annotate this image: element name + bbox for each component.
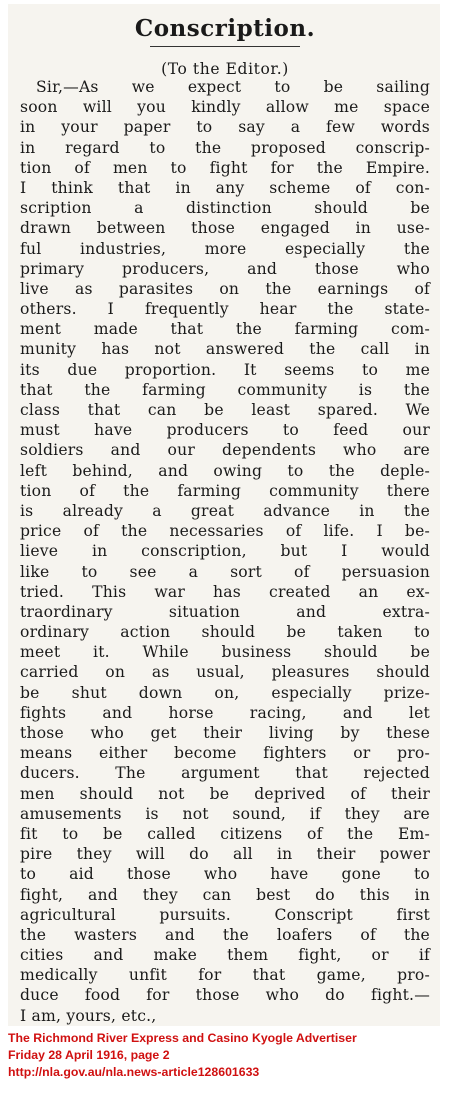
article-line: carried on as usual, pleasures should <box>20 663 430 682</box>
article-line: in your paper to say a few words <box>20 118 430 137</box>
article-line: class that can be least spared. We <box>20 401 430 419</box>
article-line: its due proportion. It seems to me <box>20 360 430 379</box>
article-line: those who get their living by these <box>20 724 430 742</box>
article-line: be shut down on, especially prize- <box>20 683 430 702</box>
article-body <box>20 77 430 1026</box>
article-line: drawn between those engaged in use- <box>20 219 430 238</box>
article-title: Conscription. <box>134 15 316 42</box>
editor-salutation: (To the Editor.) <box>161 60 289 78</box>
article-line: tion of men to fight for the Empire. <box>20 158 430 177</box>
article-line: agricultural pursuits. Conscript first <box>20 905 430 924</box>
article-line: ment made that the farming com- <box>20 320 430 339</box>
article-line: traordinary situation and extra- <box>20 602 430 621</box>
article-line: tried. This war has created an ex- <box>20 582 430 601</box>
article-line: tion of the farming community there <box>20 481 430 500</box>
article-line: I am, yours, etc., <box>20 1006 157 1025</box>
article-line: ful industries, more especially the <box>20 239 430 258</box>
source-caption <box>8 1030 357 1081</box>
article-line: Sir,—As we expect to be sailing <box>36 78 430 96</box>
article-line: others. I frequently hear the state- <box>20 300 430 319</box>
article-line: ducers. The argument that rejected <box>20 764 430 783</box>
article-line: left behind, and owing to the deple- <box>20 461 430 480</box>
caption-date: Friday 28 April 1916, page 2 <box>8 1048 170 1062</box>
article-line: the wasters and the loafers of the <box>20 925 430 944</box>
article-line: means either become fighters or pro- <box>20 744 430 763</box>
article-line: to aid those who have gone to <box>20 865 430 884</box>
article-line: must have producers to feed our <box>20 421 430 440</box>
article-line: price of the necessaries of life. I be- <box>20 522 430 541</box>
article-line: soon will you kindly allow me space <box>20 98 430 117</box>
article-line: live as parasites on the earnings of <box>20 279 430 298</box>
article-line: medically unfit for that game, pro- <box>20 966 430 985</box>
article-line: soldiers and our dependents who are <box>20 441 430 460</box>
article-line: I think that in any scheme of con- <box>20 178 430 197</box>
article-line: duce food for those who do fight.— <box>20 986 430 1005</box>
article-line: cities and make them fight, or if <box>20 946 430 965</box>
article-line: ordinary action should be taken to <box>20 623 430 642</box>
article-line: fights and horse racing, and let <box>20 703 430 722</box>
article-line: lieve in conscription, but I would <box>20 542 430 561</box>
article-line: meet it. While business should be <box>20 643 430 662</box>
article-line: like to see a sort of persuasion <box>20 562 430 581</box>
article-line: amusements is not sound, if they are <box>20 804 430 823</box>
caption-publication: The Richmond River Express and Casino Kyogle Advertiser <box>8 1031 357 1045</box>
article-line: pire they will do all in their power <box>20 845 430 864</box>
article-line: that the farming community is the <box>20 380 430 399</box>
newspaper-clipping <box>8 4 440 1026</box>
article-line: fight, and they can best do this in <box>20 885 430 904</box>
article-line: fit to be called citizens of the Em- <box>20 824 430 843</box>
article-line: in regard to the proposed conscrip- <box>20 138 430 157</box>
title-divider <box>150 46 300 47</box>
article-line: primary producers, and those who <box>20 259 430 278</box>
article-line: men should not be deprived of their <box>20 784 430 803</box>
caption-url[interactable]: http://nla.gov.au/nla.news-article128601633 <box>8 1065 260 1079</box>
article-line: scription a distinction should be <box>20 199 430 218</box>
article-line: is already a great advance in the <box>20 501 430 520</box>
article-line: munity has not answered the call in <box>20 340 430 359</box>
